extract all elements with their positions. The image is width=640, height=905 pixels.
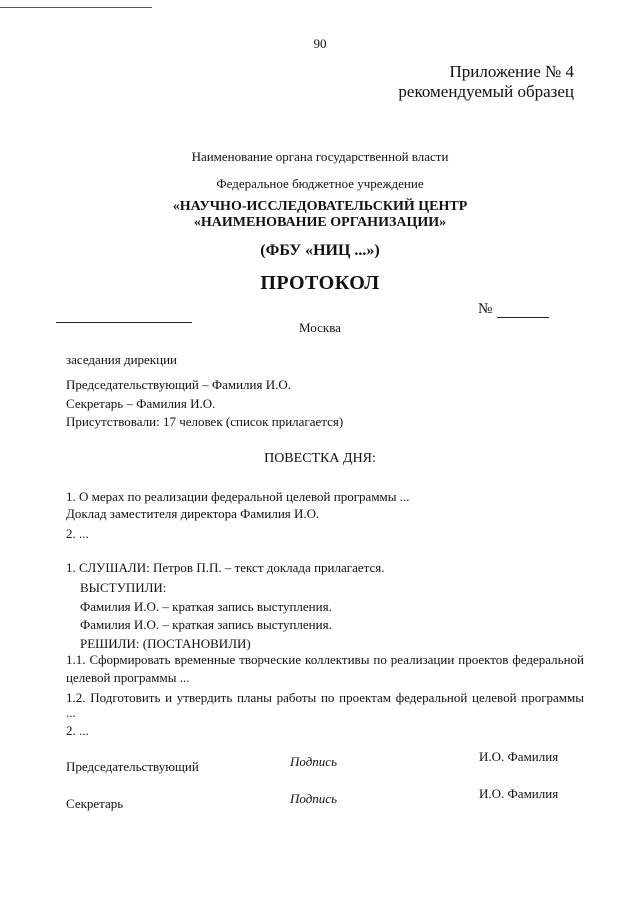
- institution-type: Федеральное бюджетное учреждение: [216, 176, 424, 191]
- protocol-number-label: №: [478, 301, 493, 317]
- center-name-line1: «НАУЧНО-ИССЛЕДОВАТЕЛЬСКИЙ ЦЕНТР: [172, 199, 468, 214]
- signature-chair-sign: Подпись: [290, 754, 337, 769]
- decision-1-2-line1: 1.2. Подготовить и утвердить планы работы по проектам федеральной целевой программы: [66, 690, 584, 705]
- decision-1-2-line2: ...: [66, 705, 76, 720]
- signature-chair-name: И.О. Фамилия: [479, 749, 559, 764]
- heard: 1. СЛУШАЛИ: Петров П.П. – текст доклада прилагается.: [66, 560, 385, 575]
- meeting-chair: Председательствующий – Фамилия И.О.: [66, 377, 291, 392]
- meeting-secretary: Секретарь – Фамилия И.О.: [66, 396, 216, 411]
- sample-label: рекомендуемый образец: [398, 82, 574, 101]
- agenda-item-1: 1. О мерах по реализации федеральной целевой программы ...: [66, 489, 410, 504]
- meeting-present: Присутствовали: 17 человек (список прилагается): [66, 414, 344, 429]
- speaker-2: Фамилия И.О. – краткая запись выступления.: [80, 617, 332, 632]
- center-name-line2: «НАИМЕНОВАНИЕ ОРГАНИЗАЦИИ»: [193, 215, 447, 230]
- meeting-subject: заседания дирекции: [66, 352, 177, 367]
- top-rule: [0, 7, 152, 8]
- signature-secretary-role: Секретарь: [66, 796, 124, 811]
- decision-1-1-line2: целевой программы ...: [66, 670, 190, 685]
- decided-label: РЕШИЛИ: (ПОСТАНОВИЛИ): [80, 636, 251, 651]
- protocol-title: ПРОТОКОЛ: [260, 272, 380, 294]
- agenda-item-2: 2. ...: [66, 526, 89, 541]
- center-name: [0, 199, 640, 231]
- signature-chair-role: Председательствующий: [66, 759, 199, 774]
- page-number: 90: [313, 36, 327, 51]
- signature-secretary-name: И.О. Фамилия: [479, 786, 559, 801]
- city: Москва: [299, 320, 341, 335]
- agenda-item-1-report: Доклад заместителя директора Фамилия И.О.: [66, 506, 320, 521]
- spoke-label: ВЫСТУПИЛИ:: [80, 580, 167, 595]
- agenda-title: ПОВЕСТКА ДНЯ:: [264, 451, 376, 466]
- appendix-label: Приложение № 4: [449, 62, 574, 81]
- protocol-number-line: [497, 317, 549, 318]
- speaker-1: Фамилия И.О. – краткая запись выступления.: [80, 599, 332, 614]
- short-name: (ФБУ «НИЦ ...»): [260, 242, 380, 259]
- signature-secretary-sign: Подпись: [290, 791, 337, 806]
- decision-item-2: 2. ...: [66, 723, 89, 738]
- decision-1-1-line1: 1.1. Сформировать временные творческие коллективы по реализации проектов федеральной: [66, 652, 584, 667]
- authority-name: Наименование органа государственной власти: [191, 149, 449, 164]
